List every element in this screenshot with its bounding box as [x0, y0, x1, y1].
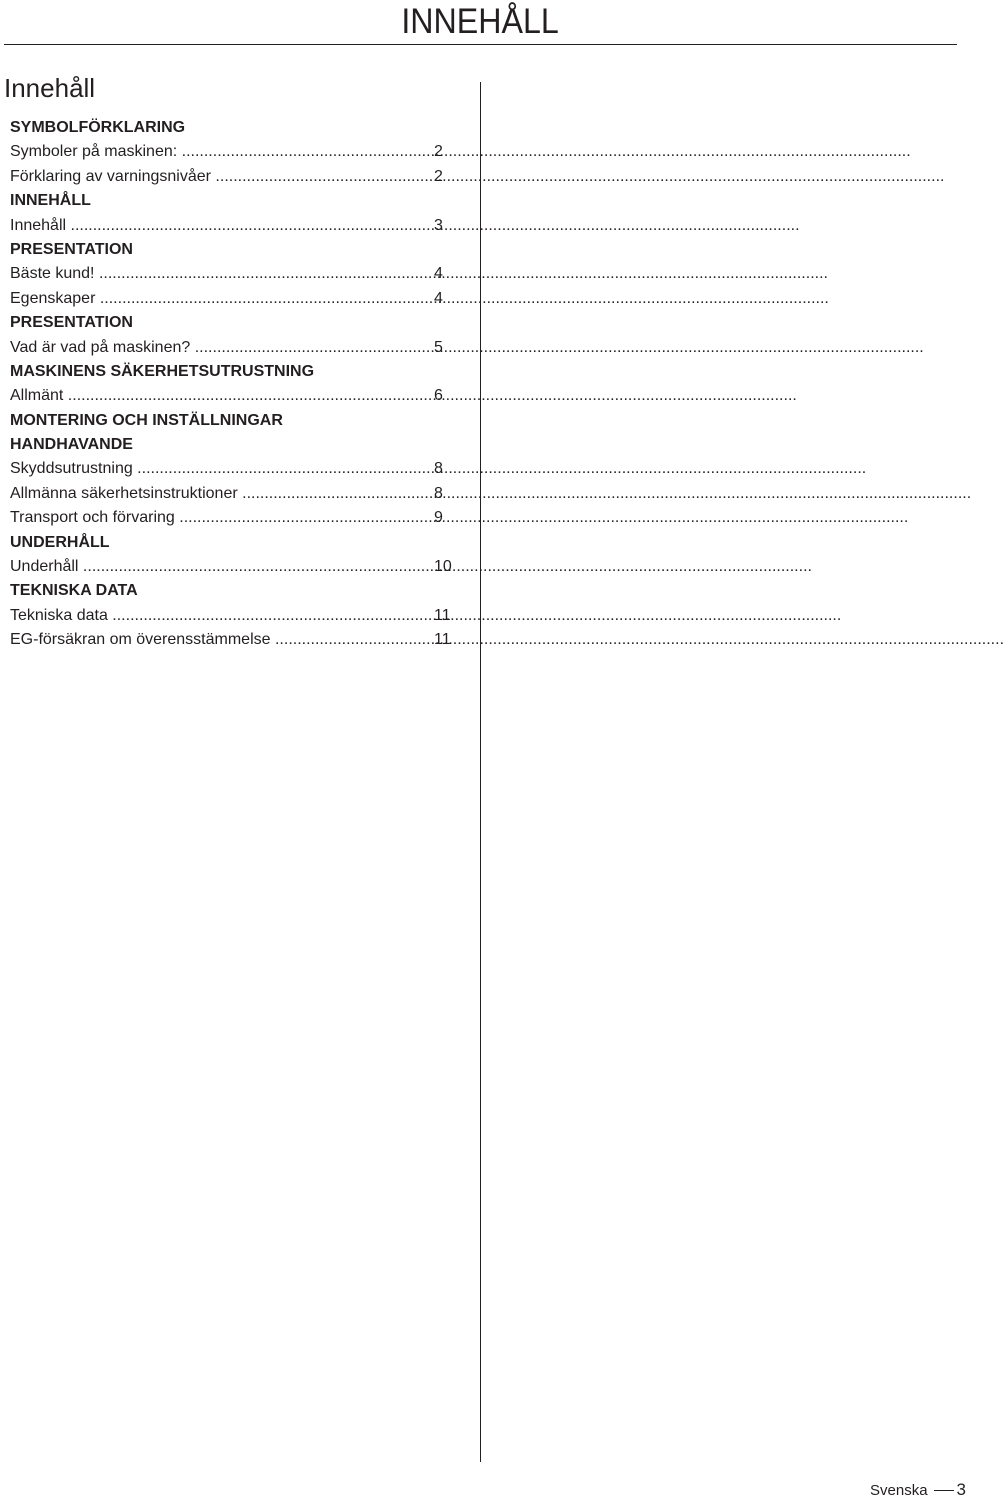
- toc-entry-page-number: 8: [434, 460, 443, 478]
- toc-entry-page-number: 2: [434, 167, 443, 185]
- toc-entry: [10, 140, 470, 164]
- toc-section-heading: PRESENTATION: [10, 240, 133, 258]
- toc-entry-page-number: 2: [434, 143, 443, 161]
- toc-entry: [10, 262, 470, 286]
- toc-section-heading: PRESENTATION: [10, 314, 133, 332]
- toc-section-heading: TEKNISKA DATA: [10, 582, 138, 600]
- toc-entry-label: Förklaring av varningsnivåer .....: [10, 165, 415, 189]
- toc-entry-label: Egenskaper .....: [10, 287, 415, 311]
- toc-entry-page-number: 4: [434, 265, 443, 283]
- toc-entry-page-number: 6: [434, 387, 443, 405]
- toc-entry-label: Innehåll .....: [10, 214, 415, 238]
- toc-section-heading: INNEHÅLL: [10, 192, 91, 210]
- toc-entry: [10, 604, 470, 628]
- toc-entry-page-number: 5: [434, 338, 443, 356]
- page-header-title: INNEHÅLL: [401, 2, 559, 41]
- toc-entry-page-number: 9: [434, 509, 443, 527]
- toc-entry-label: Allmänt .....: [10, 384, 415, 408]
- toc-entry-label: Underhåll .....: [10, 555, 415, 579]
- toc-section-heading: UNDERHÅLL: [10, 533, 110, 551]
- page-footer: [870, 1480, 966, 1500]
- toc-section-heading: HANDHAVANDE: [10, 436, 133, 454]
- toc-entry-page-number: 10: [434, 558, 452, 576]
- toc-entry-page-number: 11: [434, 631, 451, 649]
- toc-entry: [10, 457, 470, 481]
- toc-entry: [10, 482, 470, 506]
- toc-entry: [10, 506, 470, 530]
- toc-entry: [10, 287, 470, 311]
- toc-section-heading: MONTERING OCH INSTÄLLNINGAR: [10, 411, 283, 429]
- toc-entry-label: Bäste kund! .....: [10, 262, 415, 286]
- toc-entry: [10, 165, 470, 189]
- footer-dash: [934, 1490, 954, 1491]
- toc-entry-page-number: 4: [434, 289, 443, 307]
- column-divider: [480, 82, 481, 1462]
- toc-entry-page-number: 8: [434, 484, 443, 502]
- toc-entry-page-number: 11: [434, 606, 451, 624]
- toc-entry-label: Symboler på maskinen: .....: [10, 140, 415, 164]
- toc-entry-label: EG-försäkran om överensstämmelse .....: [10, 628, 415, 652]
- toc-entry-label: Tekniska data .....: [10, 604, 415, 628]
- toc-entry: [10, 628, 470, 652]
- toc-entry: [10, 214, 470, 238]
- toc-entry-label: Allmänna säkerhetsinstruktioner .....: [10, 482, 415, 506]
- toc-entry-page-number: 3: [434, 216, 443, 234]
- toc-entry-label: Vad är vad på maskinen? .....: [10, 336, 415, 360]
- table-of-contents: [10, 116, 470, 653]
- footer-language: Svenska: [870, 1482, 928, 1499]
- toc-entry: [10, 336, 470, 360]
- toc-entry-label: Transport och förvaring .....: [10, 506, 415, 530]
- toc-entry-label: Skyddsutrustning .....: [10, 457, 415, 481]
- footer-page-number: 3: [956, 1480, 967, 1499]
- header-divider: [4, 44, 957, 45]
- page-title: Innehåll: [4, 73, 96, 103]
- toc-section-heading: MASKINENS SÄKERHETSUTRUSTNING: [10, 362, 315, 380]
- toc-entry: [10, 555, 470, 579]
- toc-section-heading: SYMBOLFÖRKLARING: [10, 119, 186, 136]
- toc-entry: [10, 384, 470, 408]
